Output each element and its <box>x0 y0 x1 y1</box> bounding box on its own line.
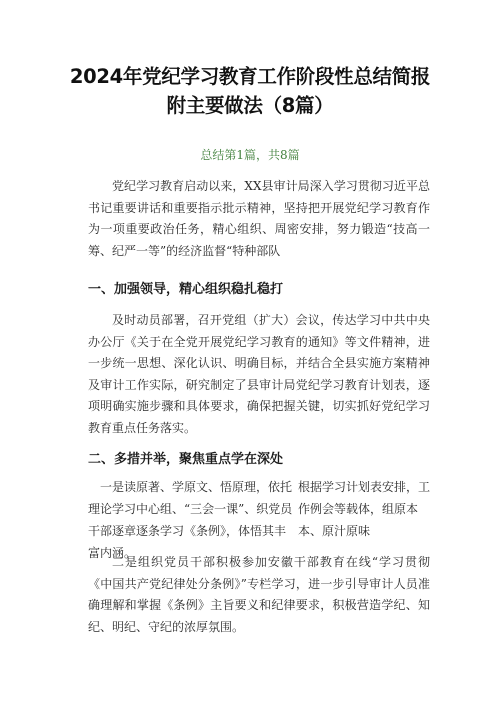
section-2-right-column: 根据学习计划表安排，工作例会等载体，组原本本、原汁原味 <box>298 480 431 538</box>
document-subtitle: 总结第1篇，共8篇 <box>200 148 300 162</box>
section-heading-2: 二、多措并举，聚焦重点学在深处 <box>88 452 284 467</box>
section-1-paragraph: 及时动员部署，召开党组（扩大）会议，传达学习中共中央办公厅《关于在全党开展党纪学习教育的通知》等文件精神，进一步统一思想、深化认识、明确目标，并结合全县实施方案精神及审计工作实际，研究制定了县审计局党纪学习教育计划表，逐项明确实施步骤和具体要求，确保把握关键，切实抓好党纪学习教育重点任务落实。 <box>88 313 430 435</box>
title-line-1: 2024年党纪学习教育工作阶段性总结简报 <box>69 65 431 88</box>
section-2-left-column: 一是读原著、学原文、悟原理，依托理论学习中心组、“三会一课”、织党员干部逐章逐条学习《条例》，体悟其丰富内涵。 <box>88 480 293 560</box>
intro-paragraph: 党纪学习教育启动以来，XX县审计局深入学习贯彻习近平总书记重要讲话和重要指示批示精神，坚持把开展党纪学习教育作为一项重要政治任务，精心组织、周密安排，努力锻造“技高一筹、纪严一等”的经济监督“特种部队 <box>88 179 430 258</box>
title-line-2: 附主要做法（8篇） <box>166 94 334 117</box>
section-heading-1: 一、加强领导，精心组织稳扎稳打 <box>88 282 284 297</box>
document-title <box>60 62 440 120</box>
section-2-paragraph: 二是组织党员干部积极参加安徽干部教育在线“学习贯彻《中国共产党纪律处分条例》”专栏学习，进一步引导审计人员准确理解和掌握《条例》主旨要义和纪律要求，积极营造学纪、知纪、明纪、守纪的浓厚氛围。 <box>88 555 430 634</box>
